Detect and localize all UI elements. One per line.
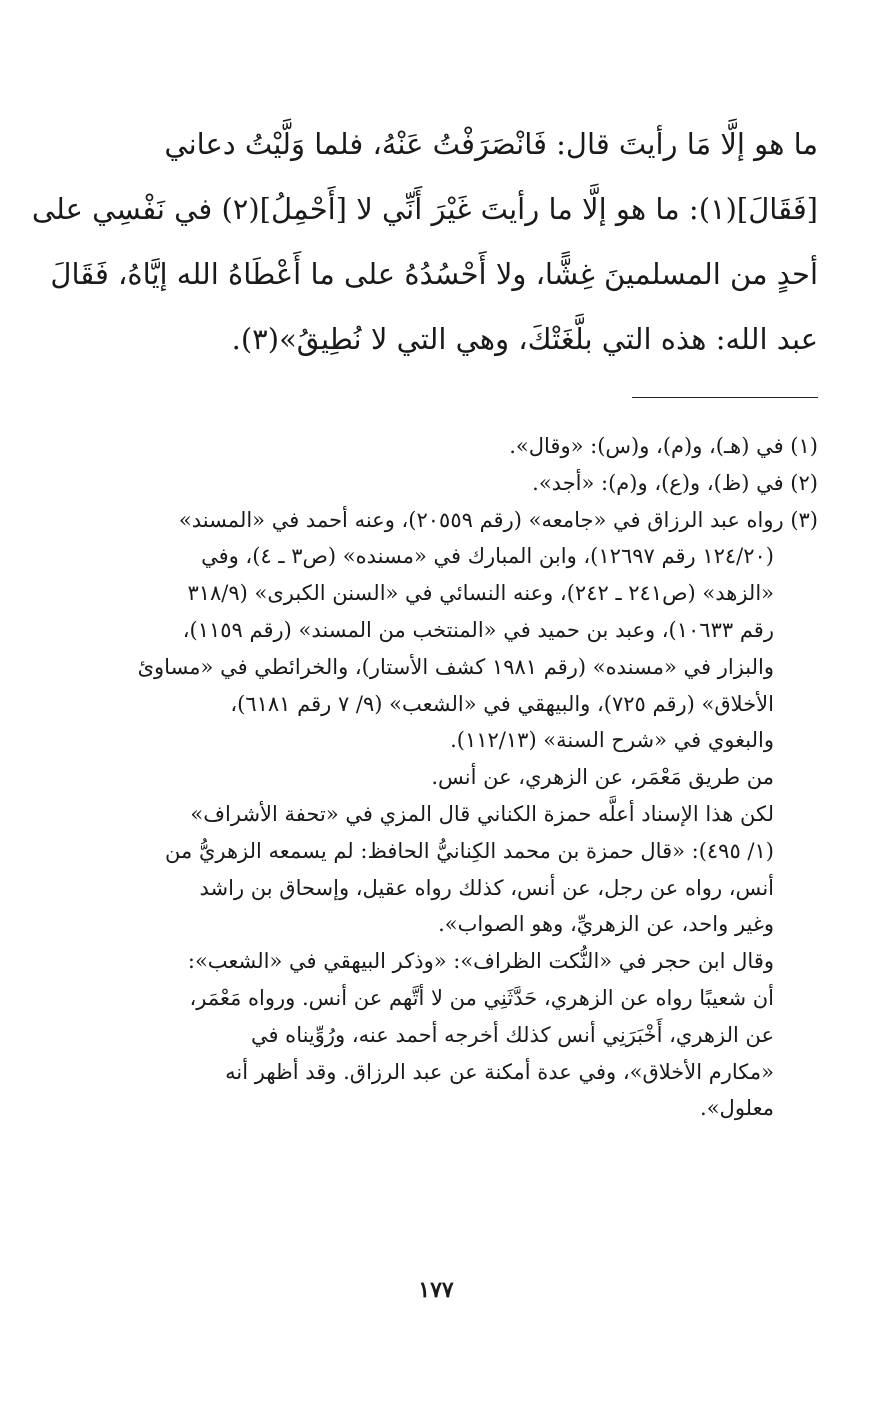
- footnote-3-line: أنس، رواه عن رجل، عن أنس، كذلك رواه عقيل، وإسحاق بن راشد: [199, 875, 774, 900]
- footnote-3-line: «الزهد» (ص٢٤١ ـ ٢٤٢)، وعنه النسائي في «السنن الكبرى» (٣١٨/٩: [187, 581, 774, 606]
- footnote-3-line: وغير واحد، عن الزهريِّ، وهو الصواب».: [438, 912, 774, 937]
- footnote-3-line: معلول».: [700, 1096, 774, 1121]
- footnote-separator: [632, 397, 818, 398]
- footnote-3-line: «مكارم الأخلاق»، وفي عدة أمكنة عن عبد الرزاق. وقد أظهر أنه: [225, 1059, 774, 1084]
- page-number: ١٧٧: [418, 1277, 454, 1303]
- footnote-2: (٢) في (ظ)، و(ع)، و(م): «أجد».: [532, 470, 818, 495]
- main-text-line: [فَقَالَ](١): ما هو إلَّا ما رأيتَ غَيْرَ أَنِّي لا [أَحْمِلُ](٢) في نَفْسِي على: [31, 192, 818, 226]
- footnote-3-line: رقم ١٠٦٣٣)، وعبد بن حميد في «المنتخب من المسند» (رقم ١١٥٩)،: [182, 617, 774, 642]
- main-text-line: عبد الله: هذه التي بلَّغَتْكَ، وهي التي لا نُطِيقُ»(٣).: [231, 322, 818, 356]
- footnote-3-line: (١/ ٤٩٥): «قال حمزة بن محمد الكِنانيُّ الحافظ: لم يسمعه الزهريُّ من: [165, 838, 774, 863]
- footnote-3-line: (١٢٤/٢٠ رقم ١٢٦٩٧)، وابن المبارك في «مسنده» (ص٣ ـ ٤)، وفي: [201, 544, 774, 569]
- footnote-3-line: والبزار في «مسنده» (رقم ١٩٨١ كشف الأستار)، والخرائطي في «مساوئ: [137, 654, 774, 679]
- footnote-3-line: لكن هذا الإسناد أعلَّه حمزة الكناني قال المزي في «تحفة الأشراف»: [190, 801, 774, 826]
- footnote-3-line: الأخلاق» (رقم ٧٢٥)، والبيهقي في «الشعب» (٩/ ٧ رقم ٦١٨١)،: [230, 691, 774, 716]
- main-text-block: [31, 112, 818, 372]
- main-text-line: ما هو إلَّا مَا رأيتَ قال: فَانْصَرَفْتُ عَنْهُ، فلما وَلَّيْتُ دعاني: [164, 127, 818, 161]
- footnote-1: (١) في (هـ)، و(م)، و(س): «وقال».: [509, 434, 818, 458]
- footnote-3-line: والبغوي في «شرح السنة» (١١٢/١٣).: [450, 728, 774, 753]
- footnote-3-line: وقال ابن حجر في «النُّكت الظراف»: «وذكر البيهقي في «الشعب»:: [187, 949, 774, 974]
- main-text-line: أحدٍ من المسلمينَ غِشًّا، ولا أَحْسُدُهُ على ما أَعْطَاهُ الله إيَّاهُ، فَقَالَ: [50, 257, 818, 291]
- footnote-3-line: من طريق مَعْمَر، عن الزهري، عن أنس.: [431, 765, 774, 790]
- footnote-3: (٣) رواه عبد الرزاق في «جامعه» (رقم ٢٠٥٥٩)، وعنه أحمد في «المسند»: [178, 507, 818, 532]
- footnotes-block: [62, 428, 818, 1127]
- footnote-3-line: أن شعيبًا رواه عن الزهري، حَدَّثَنِي من لا أتَّهم عن أنس. ورواه مَعْمَر،: [189, 985, 774, 1010]
- footnote-3-line: عن الزهري، أَخْبَرَنِي أنس كذلك أخرجه أحمد عنه، ورُوِّيناه في: [250, 1022, 774, 1047]
